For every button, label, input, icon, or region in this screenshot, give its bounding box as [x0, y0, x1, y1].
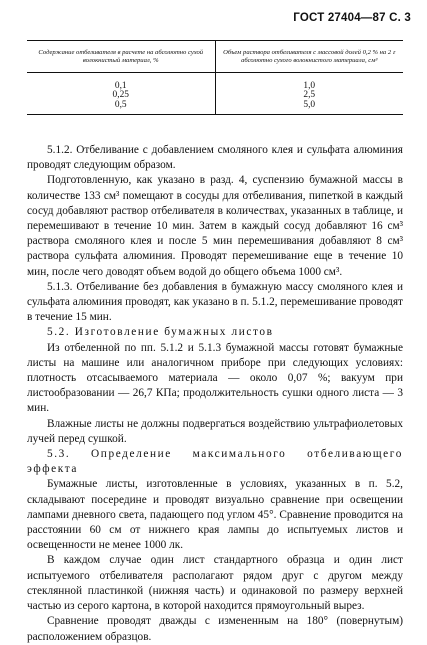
body-text	[27, 143, 403, 645]
column-header-content: Содержание отбеливателя в расчете на абсолютно сухой волокнистый материал, %	[27, 41, 215, 73]
section-heading-5-2: 5.2. Изготовление бумажных листов	[47, 326, 274, 339]
paragraph-5-1-2: 5.1.2. Отбеливание с добавлением смоляного клея и сульфата алюминия проводят следующим образом.	[27, 144, 403, 172]
column-header-volume: Объем раствора отбеливателя с массовой долей 0,2 % на 2 г абсолютно сухого волокнистого материала, см³	[215, 41, 403, 73]
paragraph-5-1-3: 5.1.3. Отбеливание без добавления в бумажную массу смоляного клея и сульфата алюминия проводят, как указано в п. 5.1.2, перемешивание проводят в течение 15 мин.	[27, 280, 403, 324]
paragraph-uv-note: Влажные листы не должны подвергаться воздействию ультрафиолетовых лучей перед сушкой.	[27, 417, 403, 445]
table-cell-volume	[215, 72, 403, 114]
page-header: ГОСТ 27404—87 С. 3	[293, 12, 411, 24]
cell-value: 0,1	[114, 80, 127, 91]
cell-value: 2,5	[303, 90, 316, 101]
bleach-volume-table	[27, 40, 403, 115]
table-header-row	[27, 41, 403, 73]
paragraph-preparation: Подготовленную, как указано в разд. 4, суспензию бумажной массы в количестве 133 см³ помещают в сосуды для отбеливания, пипеткой в каждый сосуд добавляют раствор отбеливателя в количествах, указанных в таблице, и перемешивают в течение 10 мин. Затем в каждый сосуд добавляют 16 см³ раствора смоляного клея и после 5 мин перемешивания добавляют 8 см³ раствора сульфата алюминия. Проводят перемешивание еще в течение 10 мин, после чего доводят объем водой до общего объема 1000 см³.	[27, 174, 403, 278]
paragraph-visual-comparison: Бумажные листы, изготовленные в условиях, указанных в п. 5.2, складывают посередине и проводят визуально сравнение при освещении лампами дневного света, падающего под углом 45°. Сравнение проводится на расстоянии 60 см от нижнего края лампы до испытуемых листов и освещенности не менее 1000 лк.	[27, 478, 403, 552]
cell-value: 0,25	[112, 90, 129, 101]
cell-value: 5,0	[303, 100, 316, 110]
cell-value: 1,0	[303, 80, 316, 91]
paragraph-sheet-making: Из отбеленной по пп. 5.1.2 и 5.1.3 бумажной массы готовят бумажные листы на машине или аналогичном приборе при следующих условиях: плотность отсасываемого материала — около 0,07 %; вакуум при листообразовании — 26,7 КПа; продолжительность сушки одного листа — 3 мин.	[27, 341, 403, 415]
table-cell-content	[27, 72, 215, 114]
paragraph-repeat-comparison: Сравнение проводят дважды с измененным на 180° (повернутым) расположением образцов.	[27, 615, 403, 643]
table-row	[27, 72, 403, 114]
section-heading-5-3: 5.3. Определение максимального отбеливающего эффекта	[27, 448, 403, 476]
paragraph-sample-placement: В каждом случае один лист стандартного образца и один лист испытуемого отбеливателя располагают рядом друг с другом между стеклянной пластинкой (нижняя часть) и одинаковой по размеру верхней частью из серого картона, в которой находится прямоугольный вырез.	[27, 554, 403, 613]
cell-value: 0,5	[114, 100, 127, 110]
